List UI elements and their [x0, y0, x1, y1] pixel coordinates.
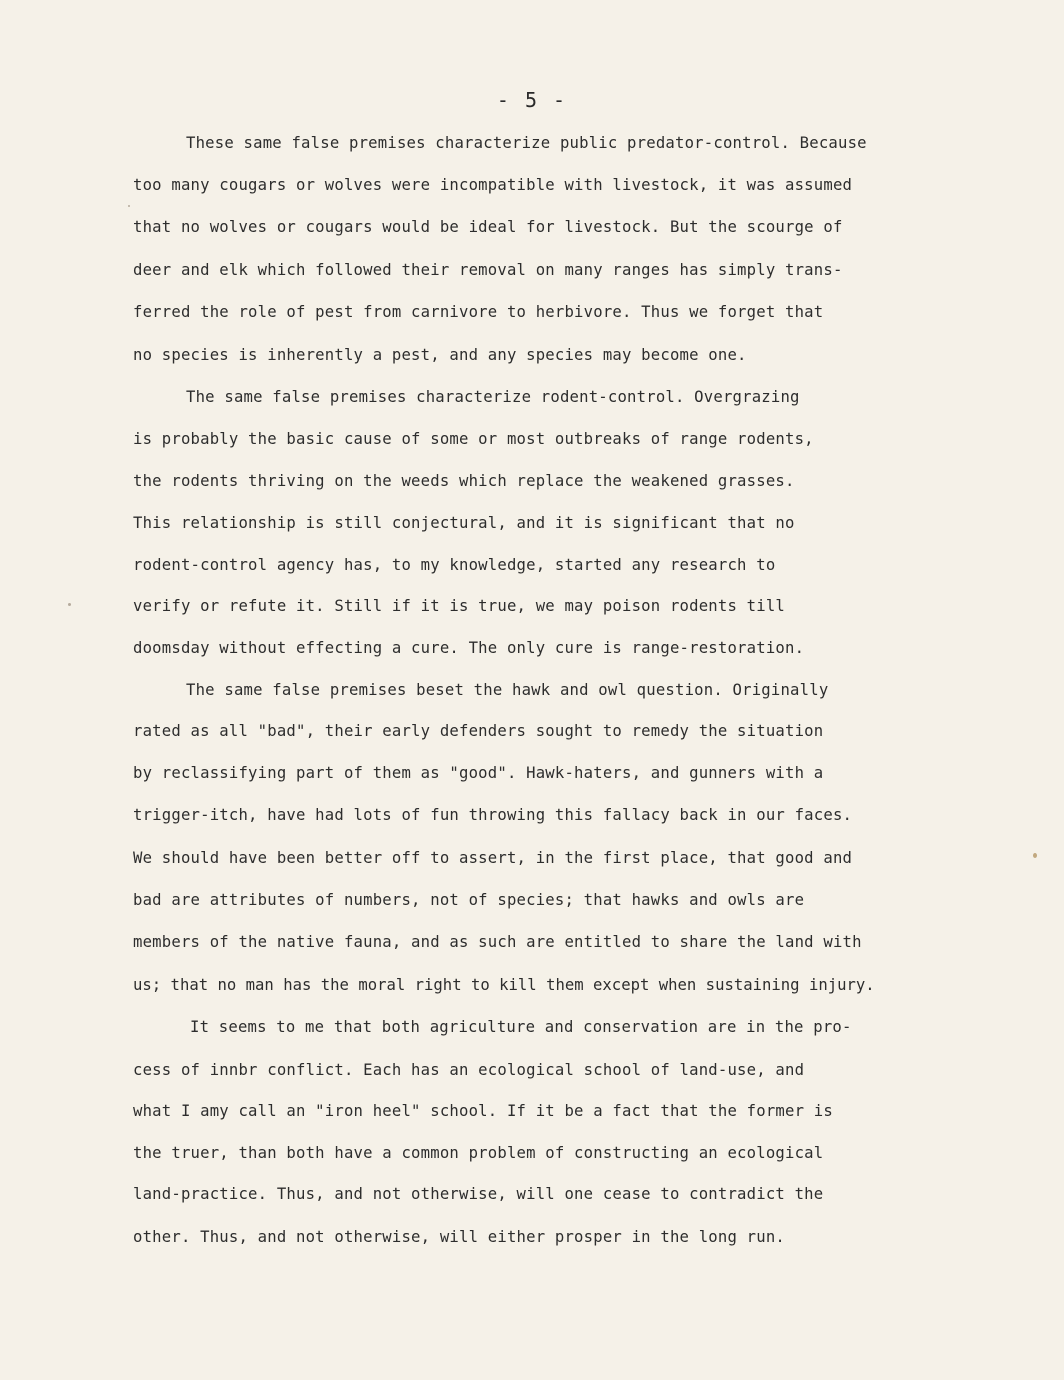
paper-speck — [128, 205, 130, 207]
paragraph-3-line-2: rated as all "bad", their early defenders sought to remedy the situation — [133, 722, 824, 740]
paragraph-1-line-6: no species is inherently a pest, and any species may become one. — [133, 346, 747, 364]
paragraph-2-line-1: The same false premises characterize rodent-control. Overgrazing — [186, 388, 800, 406]
paragraph-3-line-3: by reclassifying part of them as "good". Hawk-haters, and gunners with a — [133, 764, 824, 782]
paragraph-2-line-4: This relationship is still conjectural, and it is significant that no — [133, 514, 795, 532]
paragraph-1-line-1: These same false premises characterize public predator-control. Because — [186, 134, 867, 152]
paragraph-3-line-6: bad are attributes of numbers, not of species; that hawks and owls are — [133, 891, 805, 909]
paragraph-2-line-2: is probably the basic cause of some or most outbreaks of range rodents, — [133, 430, 814, 448]
paper-speck — [1033, 853, 1037, 858]
paragraph-4-line-4: the truer, than both have a common problem of constructing an ecological — [133, 1144, 824, 1162]
paragraph-3-line-8: us; that no man has the moral right to kill them except when sustaining injury. — [133, 976, 875, 994]
paragraph-4-line-6: other. Thus, and not otherwise, will either prosper in the long run. — [133, 1228, 785, 1246]
paragraph-4-line-1: It seems to me that both agriculture and conservation are in the pro- — [190, 1018, 852, 1036]
paragraph-1-line-5: ferred the role of pest from carnivore to herbivore. Thus we forget that — [133, 303, 824, 321]
paragraph-1-line-4: deer and elk which followed their removal on many ranges has simply trans- — [133, 261, 843, 279]
page-number: - 5 - — [496, 88, 568, 112]
paragraph-2-line-5: rodent-control agency has, to my knowledge, started any research to — [133, 556, 776, 574]
paragraph-4-line-5: land-practice. Thus, and not otherwise, will one cease to contradict the — [133, 1185, 824, 1203]
paragraph-2-line-7: doomsday without effecting a cure. The only cure is range-restoration. — [133, 639, 805, 657]
paragraph-3-line-4: trigger-itch, have had lots of fun throwing this fallacy back in our faces. — [133, 806, 853, 824]
paragraph-1-line-3: that no wolves or cougars would be ideal for livestock. But the scourge of — [133, 218, 843, 236]
paragraph-2-line-3: the rodents thriving on the weeds which replace the weakened grasses. — [133, 472, 795, 490]
paragraph-3-line-1: The same false premises beset the hawk and owl question. Originally — [186, 681, 829, 699]
paper-speck — [68, 603, 71, 606]
paragraph-4-line-2: cess of innbr conflict. Each has an ecological school of land-use, and — [133, 1061, 805, 1079]
paragraph-1-line-2: too many cougars or wolves were incompatible with livestock, it was assumed — [133, 176, 853, 194]
paragraph-3-line-5: We should have been better off to assert, in the first place, that good and — [133, 849, 853, 867]
paragraph-4-line-3: what I amy call an "iron heel" school. If it be a fact that the former is — [133, 1102, 833, 1120]
paragraph-2-line-6: verify or refute it. Still if it is true, we may poison rodents till — [133, 597, 785, 615]
paragraph-3-line-7: members of the native fauna, and as such are entitled to share the land with — [133, 933, 862, 951]
